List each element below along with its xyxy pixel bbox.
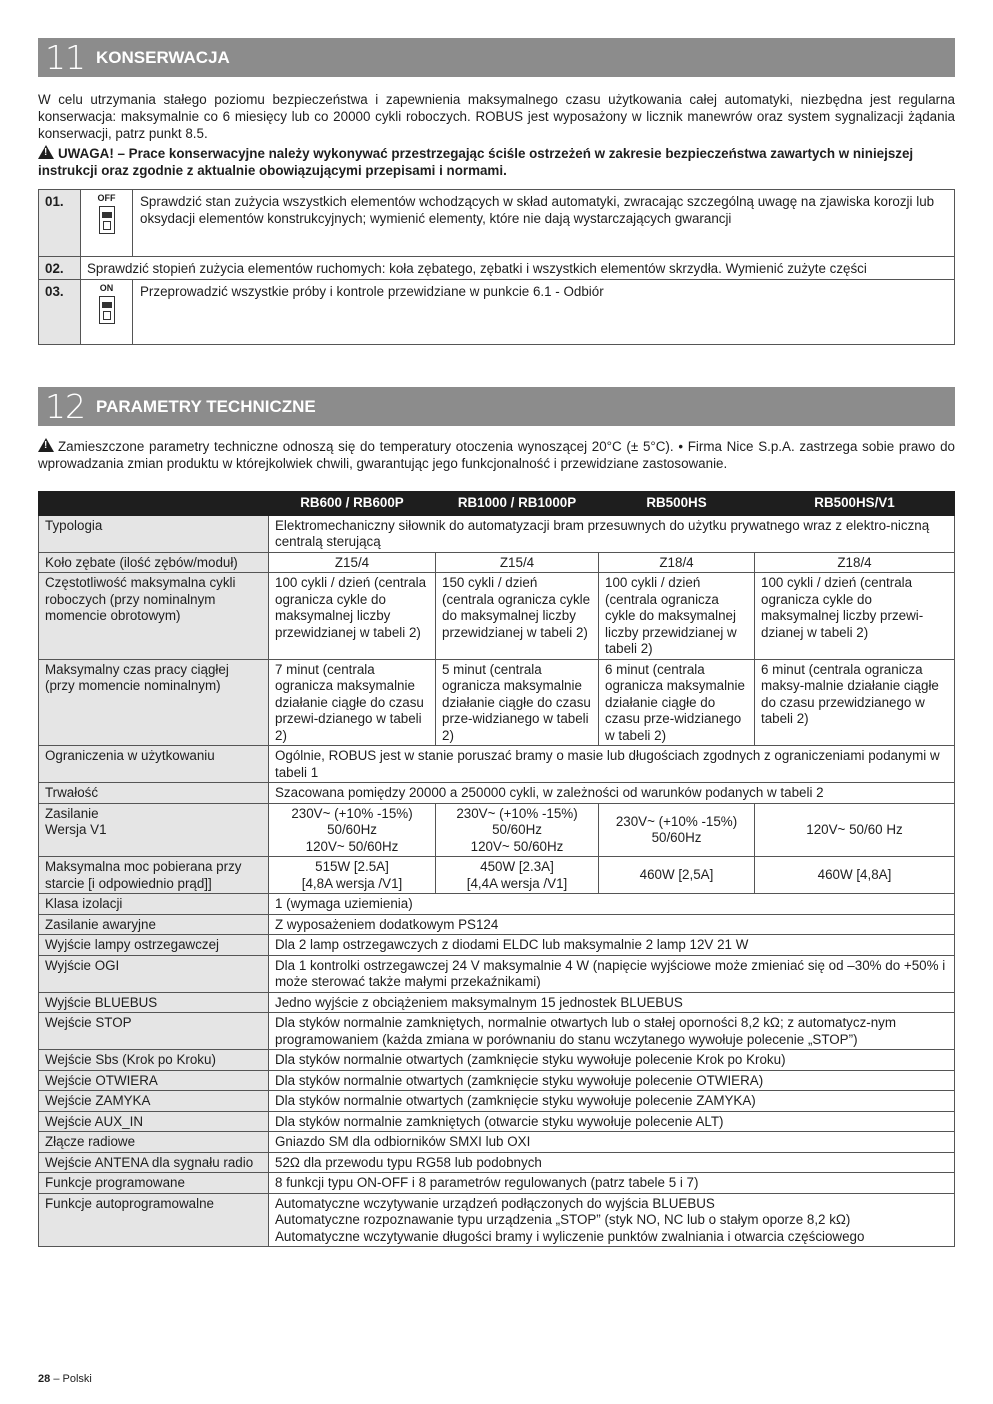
switch-label: ON (99, 283, 114, 293)
column-header: RB500HS (599, 492, 755, 516)
spec-value: 8 funkcji typu ON-OFF i 8 parametrów regulowanych (patrz tabele 5 i 7) (269, 1173, 955, 1194)
spec-row (39, 659, 955, 746)
spec-label: Maksymalny czas pracy ciągłej (przy momencie nominalnym) (39, 659, 269, 746)
spec-value: 460W [4,8A] (755, 857, 955, 894)
spec-value: Jedno wyjście z obciążeniem maksymalnym 15 jednostek BLUEBUS (269, 992, 955, 1013)
spec-row (39, 935, 955, 956)
spec-value: 150 cykli / dzień (centrala ogranicza cykle do maksymalnej liczby przewidzianej w tabeli 2) (436, 573, 599, 660)
spec-row (39, 992, 955, 1013)
spec-label: Wejście Sbs (Krok po Kroku) (39, 1050, 269, 1071)
spec-label: Wyjście BLUEBUS (39, 992, 269, 1013)
spec-label: Trwałość (39, 783, 269, 804)
spec-row (39, 746, 955, 783)
spec-row (39, 1013, 955, 1050)
section-number: 12 (45, 387, 85, 426)
spec-value: 6 minut (centrala ogranicza maksy-malnie działanie ciągłe do czasu przewidzianego w tabeli 2) (755, 659, 955, 746)
spec-value: 230V~ (+10% -15%) 50/60Hz 120V~ 50/60Hz (269, 803, 436, 857)
spec-row (39, 894, 955, 915)
specs-table (38, 491, 955, 1247)
spec-row (39, 1193, 955, 1247)
maintenance-step (39, 190, 955, 257)
specs-header-row (39, 492, 955, 516)
spec-label: Wejście STOP (39, 1013, 269, 1050)
step-text: Przeprowadzić wszystkie próby i kontrole przewidziane w punkcie 6.1 - Odbiór (133, 280, 955, 345)
column-header: RB500HS/V1 (755, 492, 955, 516)
spec-row (39, 803, 955, 857)
spec-value: 460W [2,5A] (599, 857, 755, 894)
spec-value: Dla styków normalnie zamkniętych, normalnie otwartych lub o stałej oporności 8,2 kΩ; z automatycz-nym programowaniem (każda zmiana w porównaniu do stanu wczytanego wywołuje polecenie „STOP”) (269, 1013, 955, 1050)
spec-value: 52Ω dla przewodu typu RG58 lub podobnych (269, 1152, 955, 1173)
step-text: Sprawdzić stopień zużycia elementów ruchomych: koła zębatego, zębatki i wszystkich elementów skrzydła. Wymienić zużyte części (81, 257, 955, 280)
header-blank (39, 492, 269, 516)
spec-value: Z15/4 (269, 552, 436, 573)
step-number: 02. (39, 257, 81, 280)
maintenance-intro: W celu utrzymania stałego poziomu bezpieczeństwa i zapewnienia maksymalnego czasu użytkowania całej automatyki, niezbędna jest regularna konserwacja: maksymalnie co 6 miesięcy lub co 20000 cykli roboczych. ROBUS jest wyposażony w licznik manewrów oraz system sygnalizacji żądania konserwacji, patrz punkt 8.5. (38, 92, 955, 141)
section-header-maintenance (38, 38, 955, 77)
manual-page (38, 38, 955, 1247)
spec-value: Szacowana pomiędzy 20000 a 250000 cykli, w zależności od warunków podanych w tabeli 2 (269, 783, 955, 804)
spec-value: 450W [2.3A] [4,4A wersja /V1] (436, 857, 599, 894)
spec-row (39, 1050, 955, 1071)
spec-value: Z18/4 (599, 552, 755, 573)
warning-text: UWAGA! – Prace konserwacyjne należy wykonywać przestrzegając ściśle ostrzeżeń w zakresie bezpieczeństwa zawartych w niniejszej instrukcji oraz zgodnie z aktualnie obowiązującymi przepisami i normami. (38, 146, 914, 178)
spec-value: Gniazdo SM dla odbiorników SMXI lub OXI (269, 1132, 955, 1153)
page-number: 28 (38, 1373, 51, 1385)
spec-label: Wejście ZAMYKA (39, 1091, 269, 1112)
spec-value: Elektromechaniczny siłownik do automatyzacji bram przesuwnych do użytku prywatnego wraz z elektro-niczną centralą sterującą (269, 515, 955, 552)
spec-value: 100 cykli / dzień (centrala ogranicza cykle do maksymalnej liczby przewidzianej w tabeli 2) (599, 573, 755, 660)
spec-row (39, 783, 955, 804)
specs-intro (38, 438, 955, 472)
spec-row (39, 1173, 955, 1194)
spec-value: 515W [2.5A] [4,8A wersja /V1] (269, 857, 436, 894)
spec-label: Złącze radiowe (39, 1132, 269, 1153)
spec-value: 120V~ 50/60 Hz (755, 803, 955, 857)
spec-label: Zasilanie Wersja V1 (39, 803, 269, 857)
spec-value: Z15/4 (436, 552, 599, 573)
specs-intro-text: Zamieszczone parametry techniczne odnoszą się do temperatury otoczenia wynoszącej 20°C (± 5°C). • Firma Nice S.p.A. zastrzega sobie prawo do wprowadzania zmian produktu w którejkolwiek chwili, gwarantując jego funkcjonalność i przewidziane zastosowanie. (38, 439, 955, 471)
spec-value: 7 minut (centrala ogranicza maksymalnie działanie ciągłe do czasu przewi-dzianego w tabeli 2) (269, 659, 436, 746)
spec-value: Z18/4 (755, 552, 955, 573)
column-header: RB1000 / RB1000P (436, 492, 599, 516)
spec-label: Maksymalna moc pobierana przy starcie [i odpowiednio prąd]] (39, 857, 269, 894)
spec-value: Dla 1 kontrolki ostrzegawczej 24 V maksymalnie 4 W (napięcie wyjściowe może zmieniać się od –30% do +50% i może sterować także małymi przekaźnikami) (269, 955, 955, 992)
step-text: Sprawdzić stan zużycia wszystkich elementów wchodzących w skład automatyki, zwracając szczególną uwagę na zjawiska korozji lub oksydacji elementów konstrukcyjnych; wymienić elementy, które nie dają wystarczających gwarancji (133, 190, 955, 257)
spec-label: Wejście AUX_IN (39, 1111, 269, 1132)
switch-on-icon (81, 280, 133, 345)
spec-label: Wyjście OGI (39, 955, 269, 992)
column-header: RB600 / RB600P (269, 492, 436, 516)
spec-value: Automatyczne wczytywanie urządzeń podłączonych do wyjścia BLUEBUS Automatyczne rozpoznawanie typu urządzenia „STOP” (styk NO, NC lub o stałym oporze 8,2 kΩ) Automatyczne wczytywanie długości bramy i wyliczenie punktów zwalniania i otwarcia częściowego (269, 1193, 955, 1247)
spec-row (39, 1091, 955, 1112)
spec-value: Dla styków normalnie otwartych (zamknięcie styku wywołuje polecenie OTWIERA) (269, 1070, 955, 1091)
section-header-specs (38, 387, 955, 426)
section-title: KONSERWACJA (96, 47, 230, 67)
spec-value: Z wyposażeniem dodatkowym PS124 (269, 914, 955, 935)
spec-label: Wyjście lampy ostrzegawczej (39, 935, 269, 956)
spec-value: 100 cykli / dzień (centrala ogranicza cykle do maksymalnej liczby przewi-dzianej w tabeli 2) (755, 573, 955, 660)
step-number: 03. (39, 280, 81, 345)
spec-value: Dla styków normalnie zamkniętych (otwarcie styku wywołuje polecenie ALT) (269, 1111, 955, 1132)
spec-value: Dla styków normalnie otwartych (zamknięcie styku wywołuje polecenie ZAMYKA) (269, 1091, 955, 1112)
switch-off-icon (81, 190, 133, 257)
maintenance-step (39, 257, 955, 280)
spec-label: Częstotliwość maksymalna cykli roboczych (przy nominalnym momencie obrotowym) (39, 573, 269, 660)
warning-icon (38, 145, 54, 159)
spec-label: Ograniczenia w użytkowaniu (39, 746, 269, 783)
spec-label: Wejście OTWIERA (39, 1070, 269, 1091)
spec-row (39, 955, 955, 992)
spec-label: Koło zębate (ilość zębów/moduł) (39, 552, 269, 573)
spec-value: 230V~ (+10% -15%) 50/60Hz (599, 803, 755, 857)
spec-row (39, 857, 955, 894)
spec-value: 100 cykli / dzień (centrala ogranicza cykle do maksymalnej liczby przewidzianej w tabeli 2) (269, 573, 436, 660)
spec-label: Wejście ANTENA dla sygnału radio (39, 1152, 269, 1173)
maintenance-step (39, 280, 955, 345)
spec-value: Dla styków normalnie otwartych (zamknięcie styku wywołuje polecenie Krok po Kroku) (269, 1050, 955, 1071)
spec-row (39, 1111, 955, 1132)
spec-row (39, 914, 955, 935)
maintenance-table (38, 189, 955, 345)
switch-label: OFF (97, 193, 116, 203)
spec-row (39, 573, 955, 660)
spec-value: Dla 2 lamp ostrzegawczych z diodami ELDC lub maksymalnie 2 lamp 12V 21 W (269, 935, 955, 956)
spec-label: Funkcje autoprogramowalne (39, 1193, 269, 1247)
spec-label: Funkcje programowane (39, 1173, 269, 1194)
spec-row (39, 552, 955, 573)
spec-row (39, 515, 955, 552)
spec-row (39, 1132, 955, 1153)
warning-icon (38, 438, 54, 452)
spec-value: 230V~ (+10% -15%) 50/60Hz 120V~ 50/60Hz (436, 803, 599, 857)
spec-value: 1 (wymaga uziemienia) (269, 894, 955, 915)
section-number: 11 (45, 38, 85, 77)
step-number: 01. (39, 190, 81, 257)
spec-label: Typologia (39, 515, 269, 552)
spec-value: 5 minut (centrala ogranicza maksymalnie działanie ciągłe do czasu prze-widzianego w tabeli 2) (436, 659, 599, 746)
spec-value: Ogólnie, ROBUS jest w stanie poruszać bramy o masie lub długościach zgodnych z ograniczeniami podanymi w tabeli 1 (269, 746, 955, 783)
spec-label: Klasa izolacji (39, 894, 269, 915)
footer-language: – Polski (53, 1373, 92, 1385)
section-title: PARAMETRY TECHNICZNE (96, 396, 316, 416)
maintenance-warning (38, 145, 955, 179)
spec-row (39, 1070, 955, 1091)
spec-value: 6 minut (centrala ogranicza maksymalnie działanie ciągłe do czasu prze-widzianego w tabeli 2) (599, 659, 755, 746)
page-footer (38, 1373, 92, 1385)
spec-row (39, 1152, 955, 1173)
spec-label: Zasilanie awaryjne (39, 914, 269, 935)
